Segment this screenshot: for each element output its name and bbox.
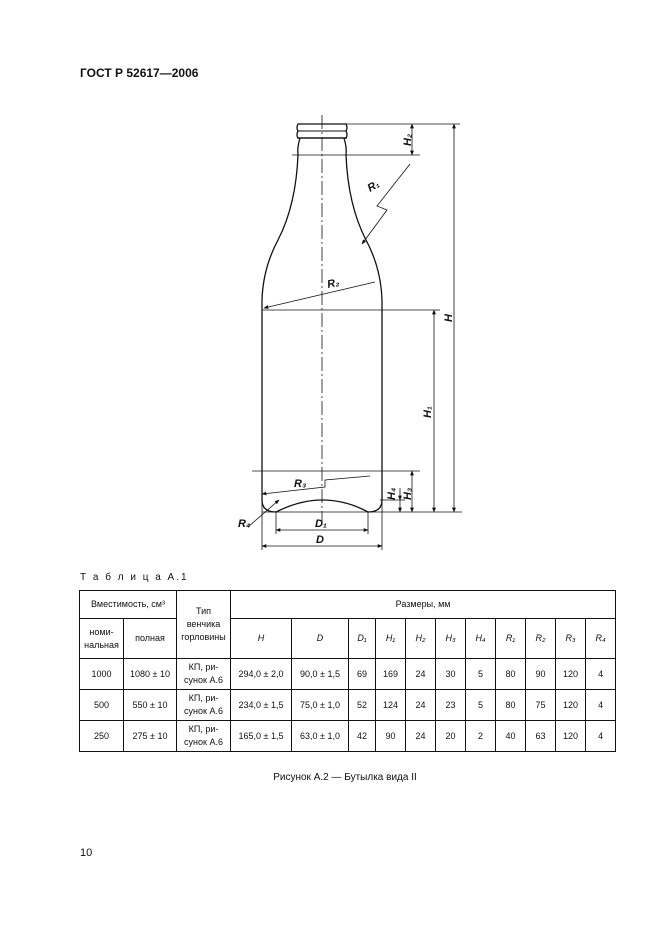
cell-r2: 63 <box>526 721 556 752</box>
label-h4: H₄ <box>386 487 398 500</box>
cell-finish: КП, ри-сунок А.6 <box>177 690 231 721</box>
label-d1: D₁ <box>315 518 327 530</box>
header-finish-type: Тип венчика горловины <box>177 591 231 659</box>
table-caption: Т а б л и ц а А.1 <box>80 572 189 583</box>
cell-h: 234,0 ± 1,5 <box>231 690 292 721</box>
page-number: 10 <box>80 847 93 859</box>
cell-h2: 24 <box>406 659 436 690</box>
header-h3: H₃ <box>436 619 466 659</box>
header-sizes: Размеры, мм <box>231 591 616 619</box>
cell-h1: 90 <box>376 721 406 752</box>
dimensions-table <box>79 590 616 752</box>
cell-h2: 24 <box>406 690 436 721</box>
header-h1: H₁ <box>376 619 406 659</box>
cell-r4: 4 <box>586 659 616 690</box>
cell-h4: 5 <box>466 690 496 721</box>
cell-r3: 120 <box>556 690 586 721</box>
cell-d: 75,0 ± 1,0 <box>292 690 349 721</box>
header-h2: H₂ <box>406 619 436 659</box>
cell-h3: 20 <box>436 721 466 752</box>
header-r2: R₂ <box>526 619 556 659</box>
cell-h: 294,0 ± 2,0 <box>231 659 292 690</box>
cell-finish: КП, ри-сунок А.6 <box>177 659 231 690</box>
header-r3: R₃ <box>556 619 586 659</box>
cell-r4: 4 <box>586 690 616 721</box>
label-r2: R₂ <box>326 276 341 291</box>
label-h: H <box>443 314 455 322</box>
label-r1: R₁ <box>365 178 382 195</box>
label-h2: H₂ <box>402 133 414 146</box>
header-nominal: номи-нальная <box>80 619 124 659</box>
header-h4: H₄ <box>466 619 496 659</box>
header-h: H <box>231 619 292 659</box>
cell-full: 550 ± 10 <box>124 690 177 721</box>
table-row <box>80 721 616 752</box>
cell-r1: 40 <box>496 721 526 752</box>
label-r4: R₄ <box>238 518 251 530</box>
header-d1: D₁ <box>349 619 376 659</box>
cell-h2: 24 <box>406 721 436 752</box>
cell-h4: 5 <box>466 659 496 690</box>
cell-r2: 75 <box>526 690 556 721</box>
bottle-outline-left <box>262 155 298 512</box>
document-header: ГОСТ Р 52617—2006 <box>80 66 199 80</box>
label-d: D <box>316 534 324 546</box>
cell-h1: 169 <box>376 659 406 690</box>
cell-d1: 42 <box>349 721 376 752</box>
header-d: D <box>292 619 349 659</box>
label-h1: H₁ <box>422 406 434 418</box>
cell-nominal: 1000 <box>80 659 124 690</box>
header-r4: R₄ <box>586 619 616 659</box>
header-full: полная <box>124 619 177 659</box>
table-row <box>80 690 616 721</box>
cell-h4: 2 <box>466 721 496 752</box>
cell-d: 63,0 ± 1,0 <box>292 721 349 752</box>
bottle-outline-right <box>346 155 382 512</box>
cell-finish: КП, ри-сунок А.6 <box>177 721 231 752</box>
cell-full: 1080 ± 10 <box>124 659 177 690</box>
figure-caption: Рисунок А.2 — Бутылка вида II <box>273 772 417 783</box>
cell-r2: 90 <box>526 659 556 690</box>
cell-r4: 4 <box>586 721 616 752</box>
header-capacity: Вместимость, см³ <box>80 591 177 619</box>
cell-r1: 80 <box>496 690 526 721</box>
cell-nominal: 500 <box>80 690 124 721</box>
cell-full: 275 ± 10 <box>124 721 177 752</box>
cell-h3: 30 <box>436 659 466 690</box>
cell-h: 165,0 ± 1,5 <box>231 721 292 752</box>
cell-d1: 69 <box>349 659 376 690</box>
cell-d1: 52 <box>349 690 376 721</box>
cell-h1: 124 <box>376 690 406 721</box>
header-r1: R₁ <box>496 619 526 659</box>
cell-r3: 120 <box>556 659 586 690</box>
cell-h3: 23 <box>436 690 466 721</box>
cell-d: 90,0 ± 1,5 <box>292 659 349 690</box>
table-row <box>80 659 616 690</box>
cell-nominal: 250 <box>80 721 124 752</box>
label-r3: R₃ <box>294 478 307 490</box>
label-h3: H₃ <box>402 487 414 500</box>
cell-r1: 80 <box>496 659 526 690</box>
cell-r3: 120 <box>556 721 586 752</box>
